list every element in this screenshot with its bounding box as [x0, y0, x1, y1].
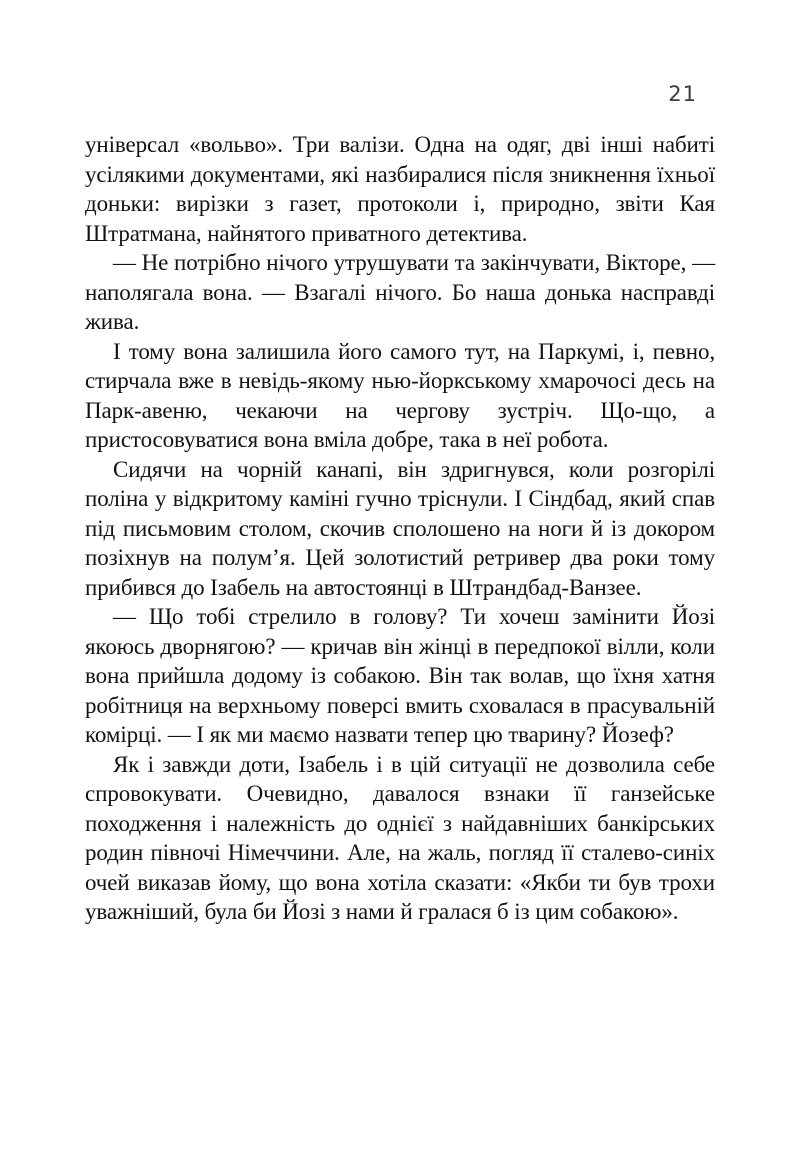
paragraph-2: І тому вона залишила його самого тут, на Паркумі, і, певно, стирчала вже в невідь-якому нью-йоркському хмарочосі десь на Парк-авеню, чекаючи на чергову зустріч. Що-що, а пристосовуватися вона вміла добре, така в неї робота.	[85, 338, 715, 452]
paragraph-continuation: універсал «вольво». Три валізи. Одна на одяг, дві інші набиті усілякими документами, які назбиралися після зникнення їхньої доньки: вирізки з газет, протоколи і, природно, звіти Кая Штратмана, найнятого приватного детектива.	[85, 132, 715, 246]
paragraph-4: Як і завжди доти, Ізабель і в цій ситуації не дозволила себе спровокувати. Очевидно, давалося взнаки її ганзейське походження і належність до однієї з найдавніших банкірських родин півночі Німеччини. Але, на жаль, погляд її сталево-синіх очей виказав йому, що вона хотіла сказати: «Якби ти був трохи уважніший, була би Йозі з нами й гралася б із цим собакою».	[85, 751, 715, 924]
paragraph-dialogue-2: — Що тобі стрелило в голову? Ти хочеш замінити Йозі якоюсь дворнягою? — кричав він жінці в передпокої вілли, коли вона прийшла додому із собакою. Він так волав, що їхня хатня робітниця на верхньому поверсі вмить сховалася в прасувальній комірці. — І як ми маємо назвати тепер цю тварину? Йозеф?	[85, 604, 715, 747]
page-number: 21	[668, 82, 697, 106]
paragraph-dialogue-1: — Не потрібно нічого утрушувати та закінчувати, Вікторе, — наполягала вона. — Взагалі нічого. Бо наша донька насправді жива.	[85, 250, 715, 334]
paragraph-3: Сидячи на чорній канапі, він здригнувся, коли розгорілі поліна у відкритому каміні гучно тріснули. І Сіндбад, який спав під письмовим столом, скочив сполошено на ноги й із докором позіхнув на полум’я. Цей золотистий ретривер два роки тому прибився до Ізабель на автостоянці в Штрандбад-Ванзее.	[85, 456, 715, 600]
text-block	[85, 130, 715, 927]
